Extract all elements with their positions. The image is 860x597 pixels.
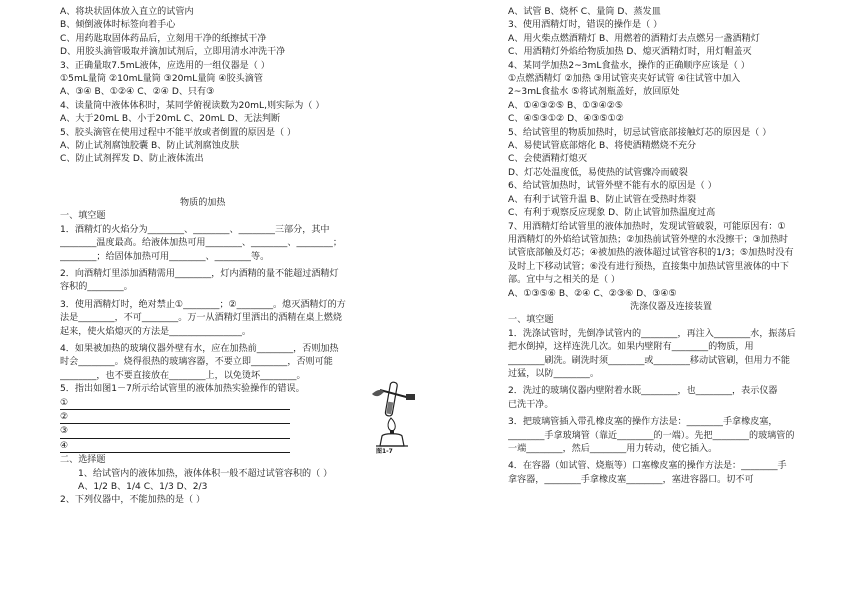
- question-line: 5．指出如图1－7所示给试管里的液体加热实验操作的错误。: [60, 384, 305, 395]
- section-title: 洗涤仪器及连接装置: [630, 301, 712, 312]
- question-line: 5、胶头滴管在使用过程中不能平放或者倒置的原因是（ ）: [60, 127, 297, 138]
- question-line: 3．使用酒精灯时，绝对禁止①________；②________。熄灭酒精灯的方: [60, 299, 346, 310]
- question-line: 用酒精灯的外焰给试管加热；②加热前试管外壁的水没擦干；③加热时: [508, 234, 789, 245]
- option-line: A、将块状固体放入直立的试管内: [60, 7, 194, 17]
- question-line: 2~3mL食盐水 ⑤将试剂瓶盖好，放回原处: [508, 87, 680, 98]
- question-line: 1．洗涤试管时，先倒净试管内的________，再注入________水，振荡后: [508, 328, 796, 339]
- option-line: A、易使试管底部熔化 B、将使酒精燃烧不充分: [508, 141, 697, 152]
- option-line: A、用火柴点燃酒精灯 B、用燃着的酒精灯去点燃另一盏酒精灯: [508, 33, 760, 44]
- option-line: C、会使酒精灯熄灭: [508, 154, 588, 165]
- option-line: C、用酒精灯外焰给物质加热 D、熄灭酒精灯时，用灯帽盖灭: [508, 47, 752, 58]
- option-line: A、①③⑤⑥ B、②④ C、②③⑥ D、③④⑤: [508, 288, 677, 299]
- question-line: 2．洗过的玻璃仪器内壁附着水既________，也________，表示仪器: [508, 386, 778, 397]
- question-line: 试管底部触及灯芯；④被加热的液体超过试管容积的1/3；⑤加热时没有: [508, 248, 794, 259]
- question-line: 及时上下移动试管；⑥没有进行预热，直接集中加热试管里液体的中下: [508, 261, 789, 272]
- option-line: D、用胶头滴管吸取并滴加试剂后，立即用清水冲洗干净: [60, 47, 286, 58]
- option-line: C、有利于观察反应现象 D、防止试管加热温度过高: [508, 208, 716, 219]
- question-line: 一端________，然后________用力转动，使它插入。: [508, 444, 718, 454]
- question-line: 4．如果被加热的玻璃仪器外壁有水，应在加热前________，否则加热: [60, 343, 339, 354]
- question-line: ①点燃酒精灯 ②加热 ③用试管夹夹好试管 ④往试管中加入: [508, 74, 741, 85]
- option-line: A、①④③②⑤ B、①③④②⑤: [508, 100, 624, 111]
- question-line: 已洗干净。: [508, 399, 554, 410]
- option-line: C、防止试剂挥发 D、防止液体流出: [60, 154, 204, 165]
- answer-line[interactable]: ③: [60, 425, 290, 438]
- question-line: 法是________，不可________。万一从酒精灯里洒出的酒精在桌上燃烧: [60, 313, 342, 324]
- option-line: C、④⑤③①② D、④③⑤①②: [508, 114, 624, 125]
- answer-lines: [60, 397, 290, 454]
- option-line: A、大于20mL B、小于20mL C、20mL D、无法判断: [60, 114, 281, 125]
- section-header: 一、填空题: [508, 315, 554, 326]
- option-line: B、倾倒液体时标签向着手心: [60, 20, 176, 31]
- option-line: C、用药匙取固体药品后，立刻用干净的纸擦拭干净: [60, 33, 267, 44]
- answer-line[interactable]: ①: [60, 397, 290, 410]
- question-line: ________，也不要直接放在________上，以免烫坏________。: [60, 370, 306, 381]
- section-header: 二、选择题: [60, 455, 106, 466]
- question-line: ________刷洗。刷洗时须________或________移动试管刷，但用力不能: [508, 355, 790, 366]
- test-tube-heating-figure: [366, 378, 418, 458]
- question-line: 起来，使火焰熄灭的方法是________________。: [60, 326, 251, 337]
- option-line: A、试管 B、烧杯 C、量筒 D、蒸发皿: [508, 7, 661, 17]
- question-line: 4、某同学加热2~3mL食盐水，操作的正确顺序应该是（ ）: [508, 60, 750, 71]
- section-header: 一、填空题: [60, 211, 106, 222]
- figure-caption: 图1-7: [376, 448, 393, 455]
- question-line: 1．酒精灯的火焰分为________、________、________三部分，其中: [60, 224, 330, 235]
- question-line: 1、给试管内的液体加热，液体体积一般不超过试管容积的（ ）: [78, 468, 333, 479]
- question-line: 部。宜中与之相关的是（ ）: [508, 275, 621, 286]
- question-line: 2、下列仪器中，不能加热的是（ ）: [60, 495, 206, 506]
- question-line: 过猛，以防________。: [508, 368, 599, 379]
- question-line: 7、用酒精灯给试管里的液体加热时，发现试管破裂，可能原因有：①: [508, 221, 786, 232]
- answer-line[interactable]: ④: [60, 440, 290, 453]
- answer-line[interactable]: ②: [60, 411, 290, 424]
- option-line: A、有利于试管升温 B、防止试管在受热时炸裂: [508, 194, 697, 205]
- question-line: 把水倒掉，这样连洗几次。如果内壁附有________的物质，用: [508, 342, 754, 353]
- section-title: 物质的加热: [180, 197, 226, 208]
- question-line: 时会________。烧得很热的玻璃容器，不要立即________，否则可能: [60, 357, 333, 368]
- option-line: A、1/2 B、1/4 C、1/3 D、2/3: [78, 481, 208, 492]
- option-line: A、防止试剂腐蚀胶囊 B、防止试剂腐蚀皮肤: [60, 141, 240, 152]
- question-line: 4、读量筒中液体体积时，某同学俯视读数为20mL,则实际为（ ）: [60, 100, 325, 111]
- question-line: 容积的________。: [60, 282, 133, 293]
- question-line: ①5mL量筒 ②10mL量筒 ③20mL量筒 ④胶头滴管: [60, 74, 263, 85]
- option-line: A、③④ B、①②④ C、②④ D、只有③: [60, 87, 215, 98]
- right-column: [508, 6, 834, 487]
- question-line: 6、给试管加热时，试管外壁不能有水的原因是（ ）: [508, 181, 717, 192]
- question-line: 3．把玻璃管插入带孔橡皮塞的操作方法是：________手拿橡皮塞，: [508, 417, 778, 428]
- question-line: 4．在容器（如试管、烧瓶等）口塞橡皮塞的操作方法是：________手: [508, 461, 787, 472]
- question-line: ________手拿玻璃管（靠近________的一端）。先把________的玻璃管的: [508, 430, 795, 441]
- question-line: 3、使用酒精灯时，错误的操作是（ ）: [508, 20, 663, 31]
- question-line: ________；给固体加热可用________、________等。: [60, 251, 270, 262]
- question-line: ________温度最高。给液体加热可用________、________、________；: [60, 238, 342, 249]
- option-line: D、灯芯处温度低，易使热的试管骤冷而破裂: [508, 167, 688, 178]
- question-line: 5、给试管里的物质加热时，切忌试管底部接触灯芯的原因是（ ）: [508, 127, 772, 138]
- question-line: 拿容器，________手拿橡皮塞________，塞进容器口。切不可: [508, 474, 754, 485]
- question-line: 2．向酒精灯里添加酒精需用________，灯内酒精的量不能超过酒精灯: [60, 268, 339, 279]
- question-line: 3、正确量取7.5mL液体，应选用的一组仪器是（ ）: [60, 60, 270, 71]
- test-tube-heating-icon: [366, 378, 418, 448]
